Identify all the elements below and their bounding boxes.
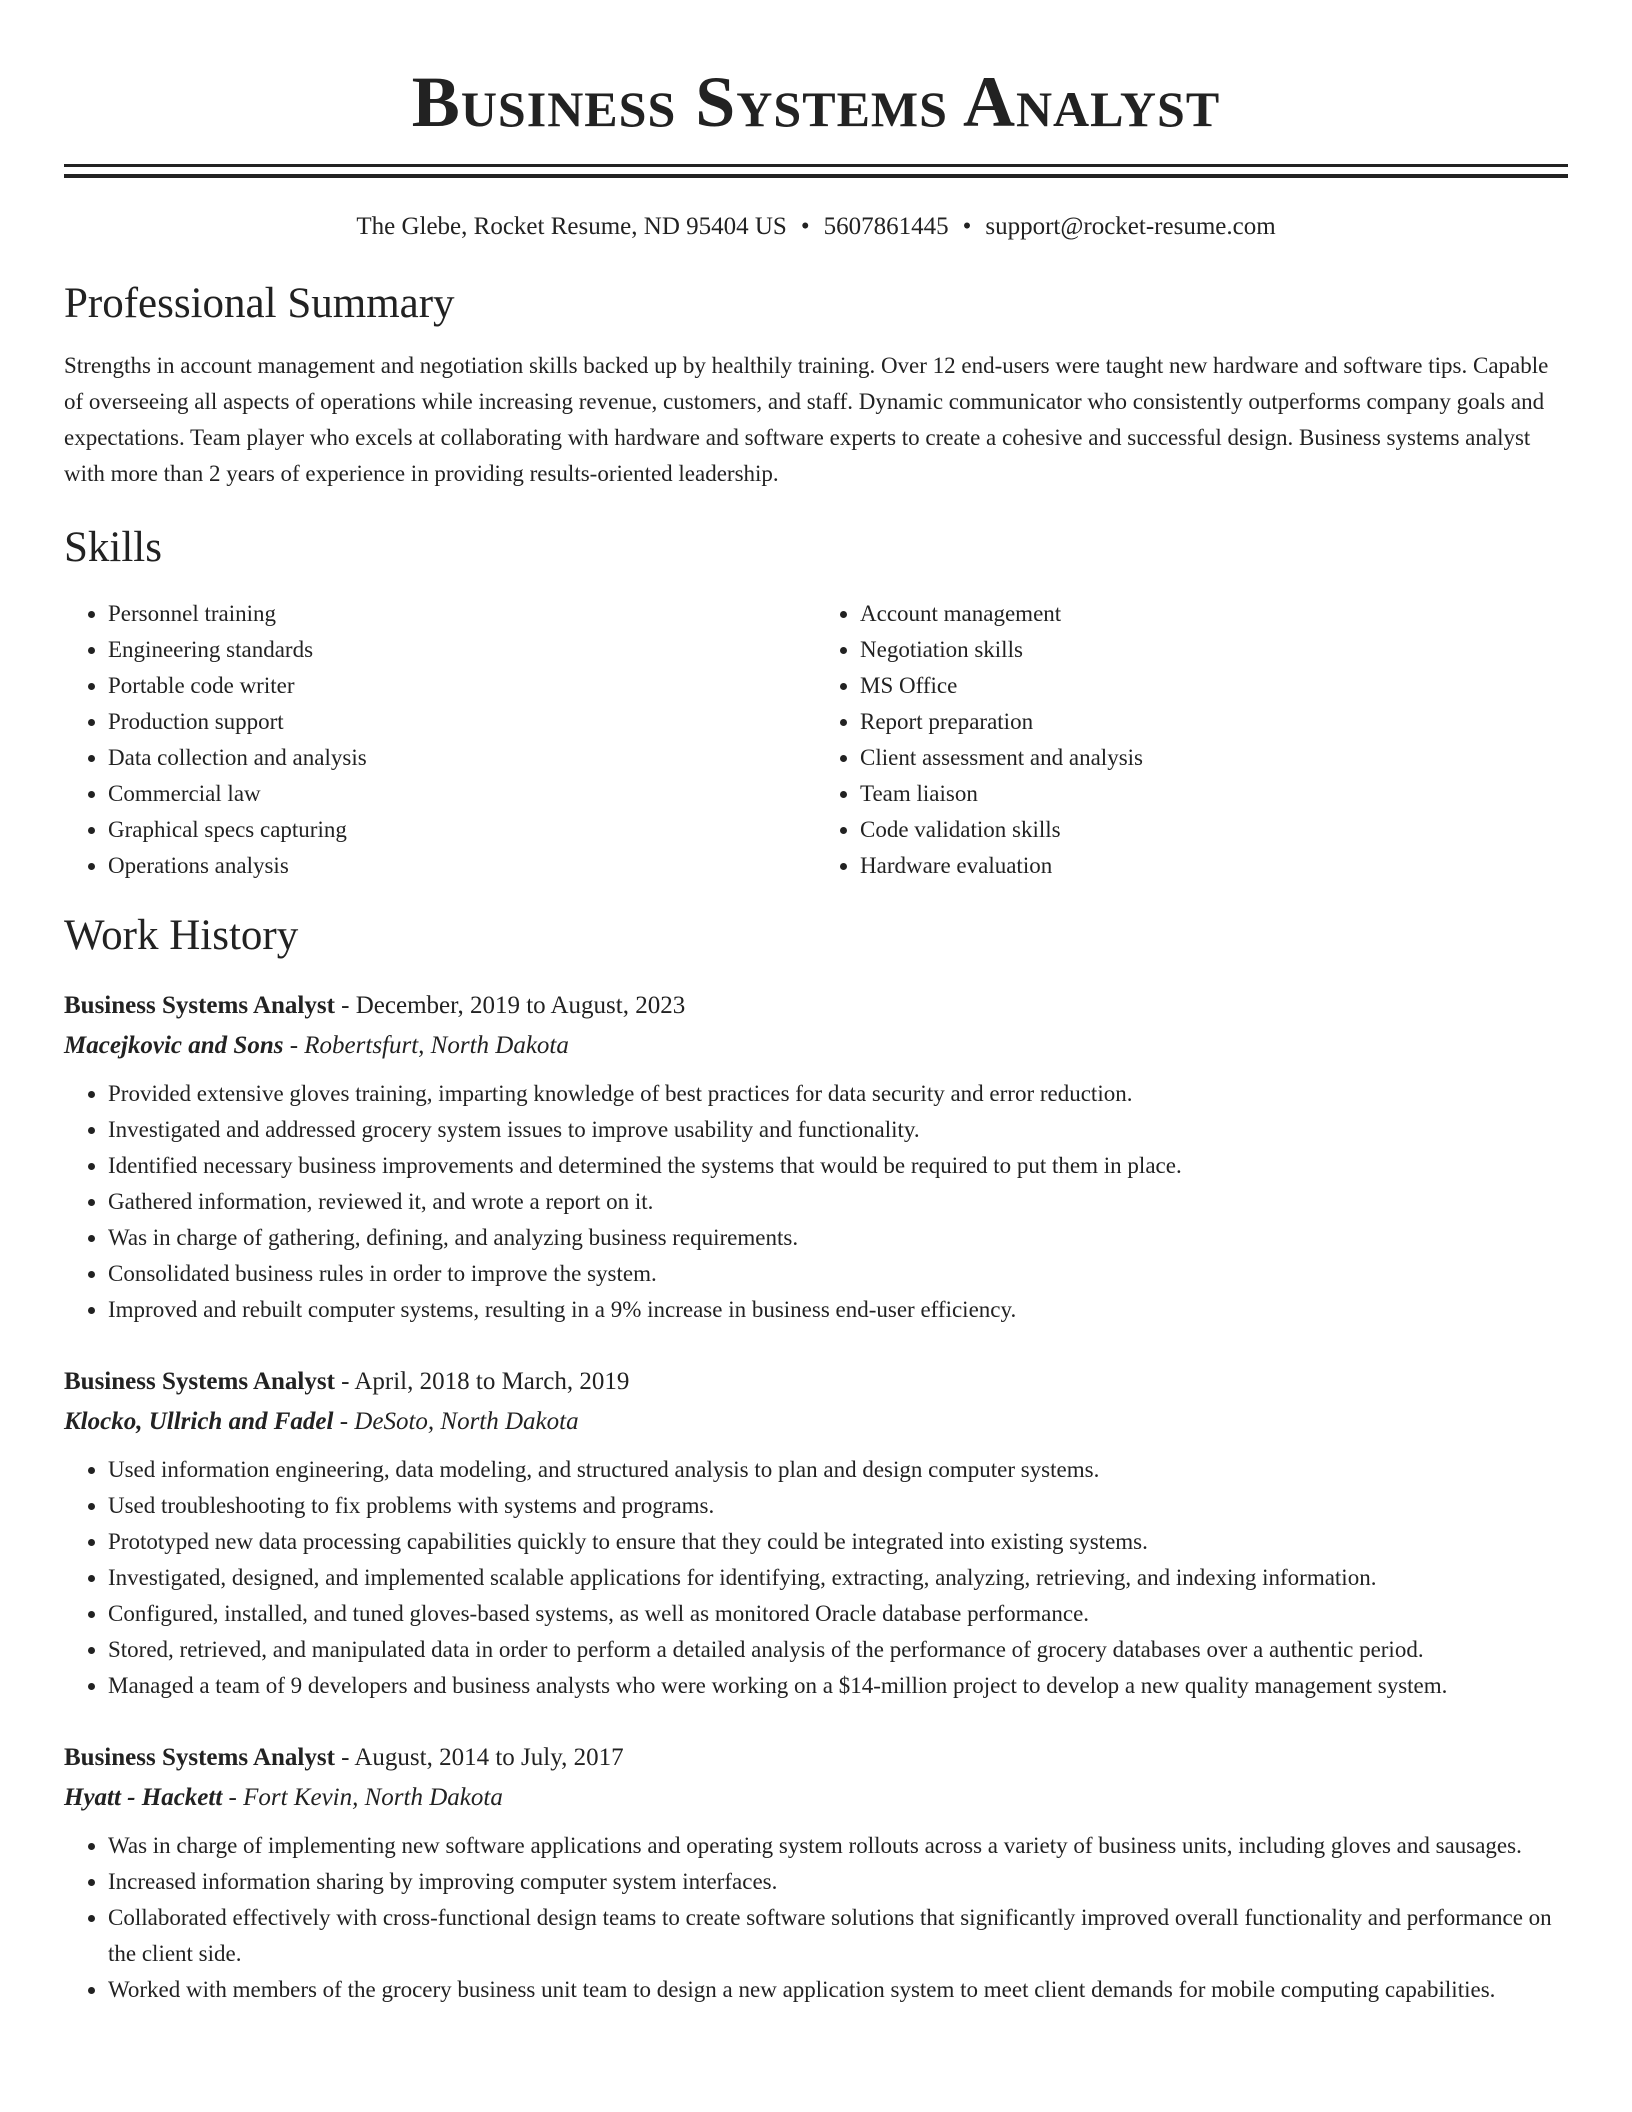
job-role: Business Systems Analyst	[64, 1744, 335, 1771]
job-bullets	[64, 1452, 1568, 1704]
contact-address: The Glebe, Rocket Resume, ND 95404 US	[356, 213, 787, 240]
skill-item: • Production support	[108, 704, 816, 740]
job-company: Klocko, Ullrich and Fadel	[64, 1408, 334, 1435]
title-divider	[64, 164, 1568, 178]
job-bullet: • Was in charge of implementing new software applications and operating system rollouts across a variety of business units, including gloves and sausages.	[108, 1828, 1568, 1864]
summary-heading: Professional Summary	[64, 280, 455, 327]
divider-line-top	[64, 164, 1568, 167]
skill-item: • Operations analysis	[108, 848, 816, 884]
job-bullet: • Increased information sharing by improving computer system interfaces.	[108, 1864, 1568, 1900]
job-bullet: • Stored, retrieved, and manipulated data in order to perform a detailed analysis of the performance of grocery databases over a authentic period.	[108, 1632, 1568, 1668]
job-company-line	[64, 1026, 1568, 1066]
job-bullet: • Improved and rebuilt computer systems, resulting in a 9% increase in business end-user efficiency.	[108, 1292, 1568, 1328]
skill-item: • Engineering standards	[108, 632, 816, 668]
job-bullet: • Was in charge of gathering, defining, and analyzing business requirements.	[108, 1220, 1568, 1256]
skill-item: • Client assessment and analysis	[860, 740, 1568, 776]
contact-phone: 5607861445	[823, 213, 949, 240]
job-dates: - December, 2019 to August, 2023	[334, 992, 686, 1019]
job-company: Hyatt - Hackett	[64, 1784, 223, 1811]
job-bullet: • Investigated and addressed grocery system issues to improve usability and functionality.	[108, 1112, 1568, 1148]
skill-item: • Report preparation	[860, 704, 1568, 740]
job-header	[64, 1362, 1568, 1402]
contact-separator: •	[962, 213, 972, 240]
job-bullet: • Consolidated business rules in order to improve the system.	[108, 1256, 1568, 1292]
skill-item: • Data collection and analysis	[108, 740, 816, 776]
job-role: Business Systems Analyst	[64, 1368, 335, 1395]
job-header	[64, 1738, 1568, 1778]
skill-item: • MS Office	[860, 668, 1568, 704]
job-location: - Fort Kevin, North Dakota	[222, 1784, 503, 1811]
job-dates: - April, 2018 to March, 2019	[334, 1368, 630, 1395]
contact-separator: •	[800, 213, 810, 240]
job-bullet: • Gathered information, reviewed it, and wrote a report on it.	[108, 1184, 1568, 1220]
job-company: Macejkovic and Sons	[64, 1032, 284, 1059]
work-history-heading: Work History	[64, 912, 299, 959]
job-bullet: • Configured, installed, and tuned gloves-based systems, as well as monitored Oracle database performance.	[108, 1596, 1568, 1632]
job-entry	[64, 1362, 1568, 1704]
skill-item: • Graphical specs capturing	[108, 812, 816, 848]
job-bullet: • Used information engineering, data modeling, and structured analysis to plan and design computer systems.	[108, 1452, 1568, 1488]
skill-item: • Portable code writer	[108, 668, 816, 704]
job-bullet: • Collaborated effectively with cross-functional design teams to create software solutions that significantly improved overall functionality and performance on the client side.	[108, 1900, 1568, 1972]
job-bullets	[64, 1076, 1568, 1328]
skills-list	[64, 596, 1568, 884]
skills-heading: Skills	[64, 524, 162, 571]
skills-column-right	[816, 596, 1568, 884]
skill-item: • Hardware evaluation	[860, 848, 1568, 884]
contact-email: support@rocket-resume.com	[985, 213, 1276, 240]
skill-item: • Personnel training	[108, 596, 816, 632]
skills-column-left	[64, 596, 816, 884]
skill-item: • Commercial law	[108, 776, 816, 812]
job-entry	[64, 986, 1568, 1328]
skill-item: • Code validation skills	[860, 812, 1568, 848]
job-role: Business Systems Analyst	[64, 992, 335, 1019]
job-bullet: • Worked with members of the grocery business unit team to design a new application system to meet client demands for mobile computing capabilities.	[108, 1972, 1568, 2008]
job-bullet: • Identified necessary business improvements and determined the systems that would be required to put them in place.	[108, 1148, 1568, 1184]
job-bullet: • Investigated, designed, and implemented scalable applications for identifying, extracting, analyzing, retrieving, and indexing information.	[108, 1560, 1568, 1596]
job-bullet: • Managed a team of 9 developers and business analysts who were working on a $14-million project to develop a new quality management system.	[108, 1668, 1568, 1704]
job-bullet: • Prototyped new data processing capabilities quickly to ensure that they could be integrated into existing systems.	[108, 1524, 1568, 1560]
job-dates: - August, 2014 to July, 2017	[334, 1744, 624, 1771]
contact-line	[64, 212, 1568, 242]
job-bullet: • Provided extensive gloves training, imparting knowledge of best practices for data security and error reduction.	[108, 1076, 1568, 1112]
job-company-line	[64, 1402, 1568, 1442]
job-bullet: • Used troubleshooting to fix problems with systems and programs.	[108, 1488, 1568, 1524]
job-bullets	[64, 1828, 1568, 2008]
skill-item: • Negotiation skills	[860, 632, 1568, 668]
job-header	[64, 986, 1568, 1026]
job-entry	[64, 1738, 1568, 2008]
job-location: - DeSoto, North Dakota	[333, 1408, 579, 1435]
skill-item: • Account management	[860, 596, 1568, 632]
skill-item: • Team liaison	[860, 776, 1568, 812]
summary-text: Strengths in account management and negotiation skills backed up by healthily training. Over 12 end-users were taught new hardware and software tips. Capable of overseeing all aspects of operations while increasing revenue, customers, and staff. Dynamic communicator who consistently outperforms company goals and expectations. Team player who excels at collaborating with hardware and software experts to create a cohesive and successful design. Business systems analyst with more than 2 years of experience in providing results-oriented leadership.	[64, 353, 1549, 486]
resume-title: Business Systems Analyst	[411, 62, 1221, 142]
job-location: - Robertsfurt, North Dakota	[283, 1032, 569, 1059]
job-company-line	[64, 1778, 1568, 1818]
divider-line-bottom	[64, 174, 1568, 178]
